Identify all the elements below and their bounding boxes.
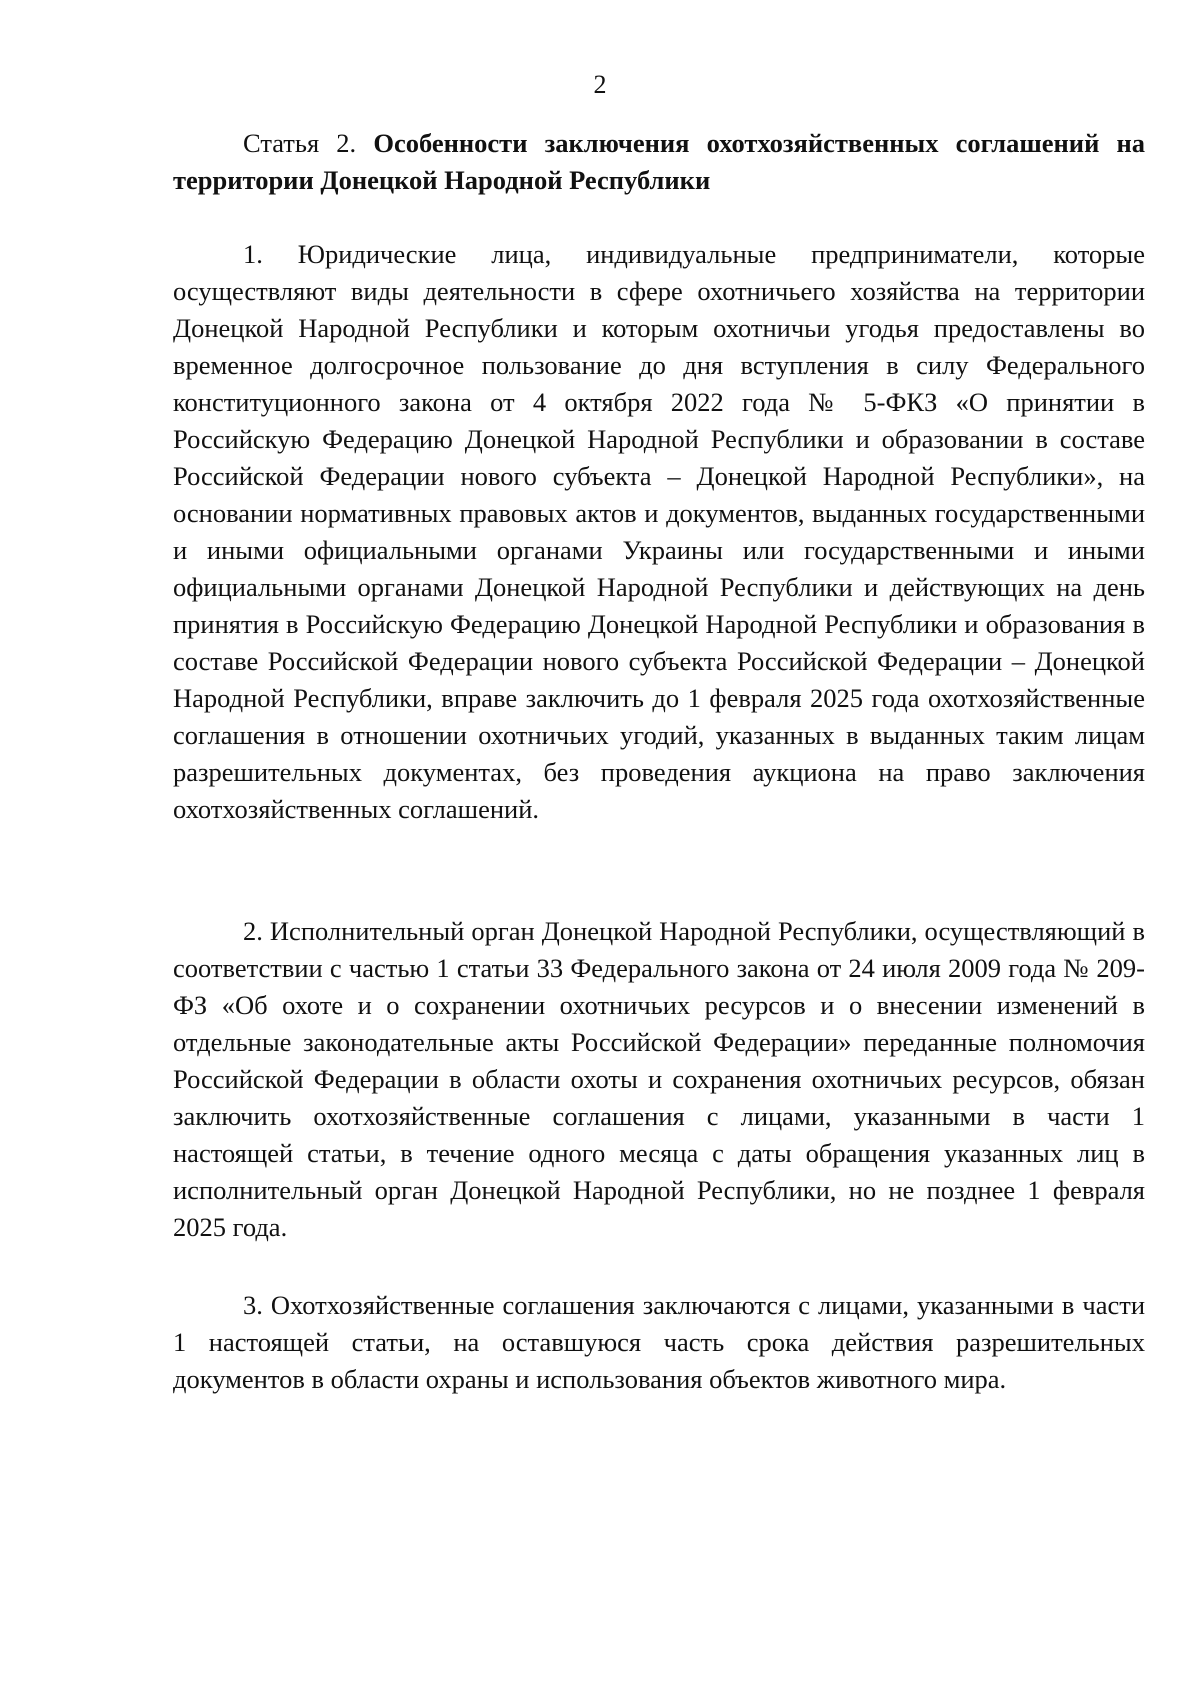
paragraph-2: 2. Исполнительный орган Донецкой Народной Республики, осуществляющий в соответствии с частью 1 статьи 33 Федерального закона от 24 июля 2009 года № 209-ФЗ «Об охоте и о сохранении охотничьих ресурсов и о внесении изменений в отдельные законодательные акты Российской Федерации» переданные полномочия Российской Федерации в области охоты и сохранения охотничьих ресурсов, обязан заключить охотхозяйственные соглашения с лицами, указанными в части 1 настоящей статьи, в течение одного месяца с даты обращения указанных лиц в исполнительный орган Донецкой Народной Республики, но не позднее 1 февраля 2025 года. bbox=[173, 916, 1145, 1242]
article-label: Статья 2. bbox=[243, 128, 357, 158]
article-heading bbox=[173, 125, 1145, 199]
article-title: Особенности заключения охотхозяйственных соглашений на территории Донецкой Народной Республики bbox=[173, 128, 1146, 195]
paragraph-3: 3. Охотхозяйственные соглашения заключаются с лицами, указанными в части 1 настоящей статьи, на оставшуюся часть срока действия разрешительных документов в области охраны и использования объектов животного мира. bbox=[173, 1290, 1145, 1394]
page-number: 2 bbox=[593, 70, 607, 99]
paragraph-1: 1. Юридические лица, индивидуальные предприниматели, которые осуществляют виды деятельности в сфере охотничьего хозяйства на территории Донецкой Народной Республики и которым охотничьи угодья предоставлены во временное долгосрочное пользование до дня вступления в силу Федерального конституционного закона от 4 октября 2022 года № 5-ФКЗ «О принятии в Российскую Федерацию Донецкой Народной Республики и образовании в составе Российской Федерации нового субъекта – Донецкой Народной Республики», на основании нормативных правовых актов и документов, выданных государственными и иными официальными органами Украины или государственными и иными официальными органами Донецкой Народной Республики и действующих на день принятия в Российскую Федерацию Донецкой Народной Республики и образования в составе Российской Федерации нового субъекта Российской Федерации – Донецкой Народной Республики, вправе заключить до 1 февраля 2025 года охотхозяйственные соглашения в отношении охотничьих угодий, указанных в выданных таким лицам разрешительных документах, без проведения аукциона на право заключения охотхозяйственных соглашений. bbox=[173, 239, 1145, 824]
